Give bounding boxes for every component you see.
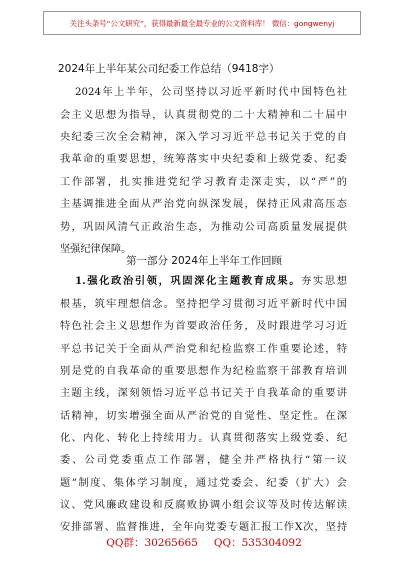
paragraph-line: 央纪委三次全会精神，深入学习习近平总书记关于党的自 <box>60 132 347 143</box>
header-banner <box>43 11 361 35</box>
paragraph-line: 主题主线，深刻领悟习近平总书记关于自我革命的重要讲 <box>60 388 347 399</box>
paragraph-line: 主基调推进全面从严治党向纵深发展，保持正风肃高压态 <box>60 199 347 210</box>
paragraph-line: 特色社会主义思想作为首要政治任务，及时跟进学习习近 <box>60 321 347 332</box>
paragraph-line: 安排部署、监督推进，全年向党委专题汇报工作X次，坚持 <box>60 522 347 533</box>
paragraph-line: 平总书记关于全面从严治党和纪检监察工作重要论述，特 <box>60 344 347 355</box>
paragraph-line: 题”制度、集体学习制度，通过党委会、纪委（扩大）会 <box>60 478 347 489</box>
paragraph-line <box>75 273 347 290</box>
paragraph-line: 根基，筑牢理想信念。坚持把学习贯彻习近平新时代中国 <box>60 299 347 310</box>
qq-group-text: QQ群：30265665 <box>106 537 198 549</box>
document-title: 2024年上半年某公司纪委工作总结（9418字） <box>58 63 280 75</box>
paragraph-line: 会主义思想为指导，认真贯彻党的二十大精神和二十届中 <box>60 110 347 121</box>
paragraph-line: 化、内化、转化上持续用力。认真贯彻落实上级党委、纪 <box>60 433 347 444</box>
qq-contact-text: QQ：535304092 <box>213 537 302 549</box>
paragraph-line: 议、党风廉政建设和反腐败协调小组会议等及时传达解读 <box>60 500 347 511</box>
paragraph-line: 委、公司党委重点工作部署，健全并严格执行“第一议 <box>60 455 347 466</box>
paragraph-line: 别是党的自我革命的重要思想作为纪检监察干部教育培训 <box>60 366 347 377</box>
banner-text: 关注头条号“公文研究”，获得最新最全最专业的公文资料库！ 微信：gongwenyj <box>69 18 335 28</box>
paragraph-line: 我革命的重要思想，统筹落实中央纪委和上级党委、纪委 <box>60 154 347 165</box>
paragraph-line: 话精神，切实增强全面从严治党的自觉性、坚定性。在深 <box>60 411 347 422</box>
item-heading-rest: 夯实思想 <box>301 276 347 287</box>
paragraph-line: 2024年上半年，公司坚持以习近平新时代中国特色社 <box>75 87 347 98</box>
paragraph-line: 坚强纪律保障。 <box>60 244 132 255</box>
footer-contacts <box>0 535 408 550</box>
paragraph-line: 工作部署，扎实推进党纪学习教育走深走实，以“严”的 <box>60 177 347 188</box>
item-heading: 1.强化政治引领，巩固深化主题教育成果。 <box>75 275 302 287</box>
section-heading: 第一部分 2024年上半年工作回顾 <box>125 255 283 267</box>
paragraph-line: 势，巩固风清气正政治生态，为推动公司高质量发展提供 <box>60 222 347 233</box>
